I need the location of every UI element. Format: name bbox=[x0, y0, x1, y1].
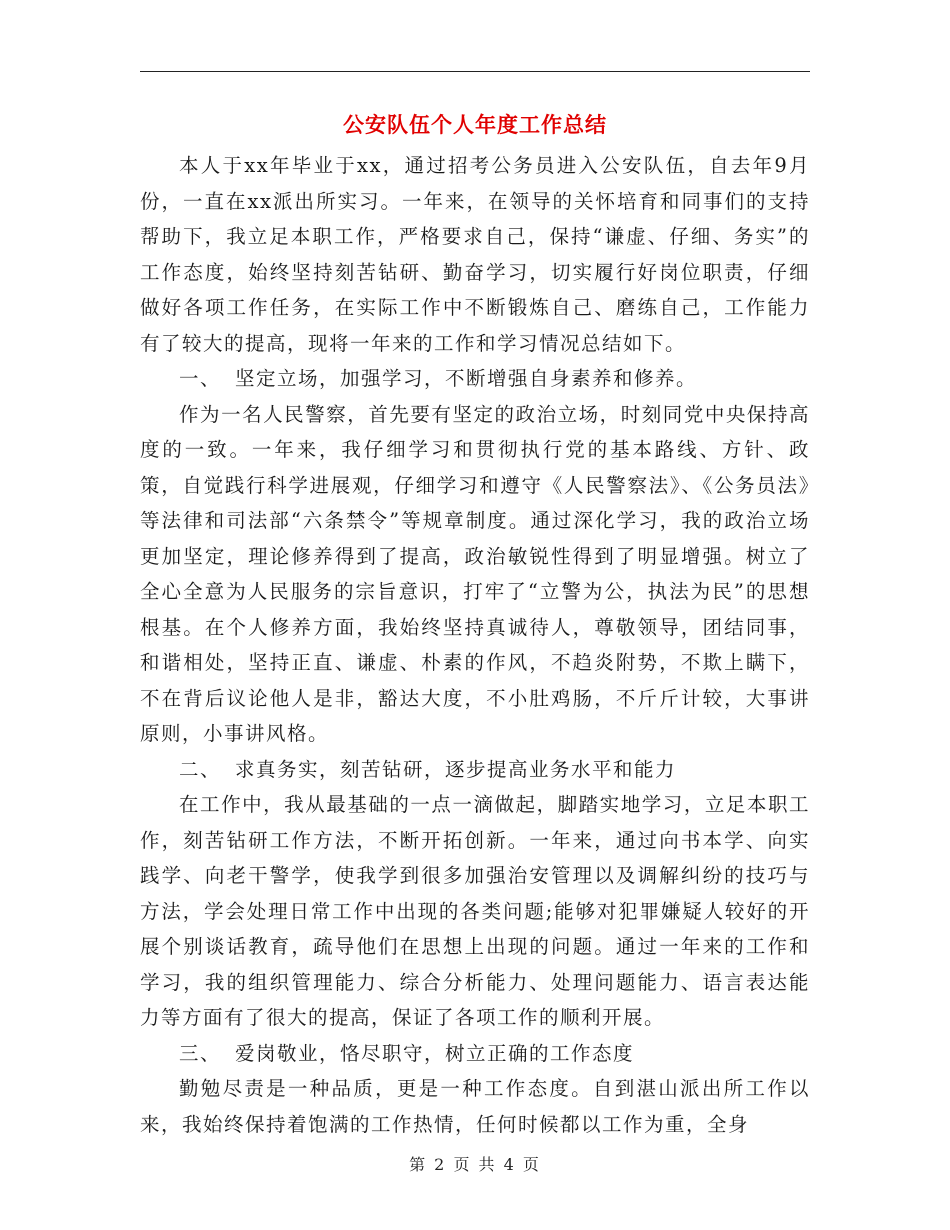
section-body-1: 作为一名人民警察，首先要有坚定的政治立场，时刻同党中央保持高度的一致。一年来，我仔细学习和贯彻执行党的基本路线、方针、政策，自觉践行科学进展观，仔细学习和遵守《人民警察法》、《公务员法》等法律和司法部“六条禁令”等规章制度。通过深化学习，我的政治立场更加坚定，理论修养得到了提高，政治敏锐性得到了明显增强。树立了全心全意为人民服务的宗旨意识，打牢了“立警为公，执法为民”的思想根基。在个人修养方面，我始终坚持真诚待人，尊敬领导，团结同事，和谐相处，坚持正直、谦虚、朴素的作风，不趋炎附势，不欺上瞒下，不在背后议论他人是非，豁达大度，不小肚鸡肠，不斤斤计较，大事讲原则，小事讲风格。 bbox=[140, 402, 810, 745]
intro-paragraph: 本人于xx年毕业于xx，通过招考公务员进入公安队伍，自去年9月份，一直在xx派出所实习。一年来，在领导的关怀培育和同事们的支持帮助下，我立足本职工作，严格要求自己，保持“谦虚、仔细、务实”的工作态度，始终坚持刻苦钻研、勤奋学习，切实履行好岗位职责，仔细做好各项工作任务，在实际工作中不断锻炼自己、磨练自己，工作能力有了较大的提高，现将一年来的工作和学习情况总结如下。 bbox=[140, 154, 810, 355]
section-number-1: 一、 bbox=[179, 367, 222, 390]
page-number-footer: 第 2 页 共 4 页 bbox=[409, 1155, 541, 1174]
section-heading-text-1: 坚定立场，加强学习，不断增强自身素养和修养。 bbox=[235, 367, 698, 390]
section-number-3: 三、 bbox=[179, 1041, 222, 1065]
header-rule bbox=[140, 71, 810, 72]
section-number-2: 二、 bbox=[179, 757, 222, 781]
section-body-2: 在工作中，我从最基础的一点一滴做起，脚踏实地学习，立足本职工作，刻苦钻研工作方法，不断开拓创新。一年来，通过向书本学、向实践学、向老干警学，使我学到很多加强治安管理以及调解纠纷的技巧与方法，学会处理日常工作中出现的各类问题;能够对犯罪嫌疑人较好的开展个别谈话教育，疏导他们在思想上出现的问题。通过一年来的工作和学习，我的组织管理能力、综合分析能力、处理问题能力、语言表达能力等方面有了很大的提高，保证了各项工作的顺利开展。 bbox=[140, 793, 810, 1029]
section-heading-text-3: 爱岗敬业，恪尽职守，树立正确的工作态度 bbox=[235, 1041, 635, 1065]
section-heading-3 bbox=[140, 1036, 810, 1072]
document-body bbox=[140, 148, 810, 1142]
document-title: 公安队伍个人年度工作总结 bbox=[343, 112, 607, 137]
section-heading-1 bbox=[140, 361, 810, 397]
section-heading-2 bbox=[140, 752, 810, 788]
section-heading-text-2: 求真务实，刻苦钻研，逐步提高业务水平和能力 bbox=[235, 757, 677, 781]
section-body-3: 勤勉尽责是一种品质，更是一种工作态度。自到湛山派出所工作以来，我始终保持着饱满的工作热情，任何时候都以工作为重，全身 bbox=[140, 1077, 810, 1136]
